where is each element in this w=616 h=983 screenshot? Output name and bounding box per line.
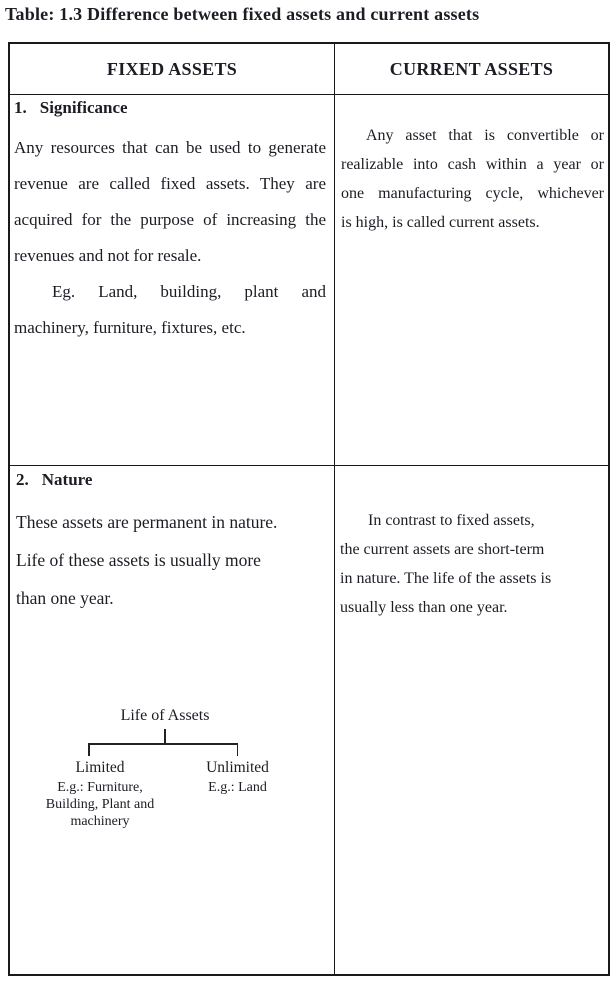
- current-significance-paragraph: [341, 121, 604, 237]
- text-line: revenue are called fixed assets. They are: [14, 174, 326, 193]
- fixed-significance-cell: [10, 95, 335, 466]
- text-line: the current assets are short-term: [340, 541, 545, 558]
- text-line: one manufacturing cycle, whichever: [341, 185, 604, 202]
- significance-heading-label: Significance: [39, 98, 128, 117]
- text-line: Life of these assets is usually more: [16, 550, 261, 570]
- nature-heading-number: 2.: [16, 470, 29, 489]
- text-line: machinery, furniture, fixtures, etc.: [14, 318, 246, 337]
- text-line: Any resources that can be used to generate: [14, 138, 326, 157]
- text-line: machinery: [70, 814, 130, 829]
- text-line: than one year.: [16, 588, 114, 608]
- assets-table: [8, 42, 610, 976]
- fixed-significance-paragraph-2: [14, 274, 326, 346]
- nature-heading: [16, 469, 326, 491]
- diagram-unlimited-node: [165, 759, 310, 796]
- fixed-nature-paragraph: [16, 503, 326, 617]
- diagram-limited-node: [15, 759, 185, 830]
- tree-right-tick-line: [237, 743, 239, 756]
- diagram-limited-example: [15, 779, 185, 830]
- fixed-significance-paragraph-1: [14, 130, 326, 274]
- header-current-assets-label: CURRENT ASSETS: [389, 58, 554, 79]
- nature-heading-label: Nature: [41, 470, 93, 489]
- text-line: These assets are permanent in nature.: [16, 512, 278, 532]
- header-fixed-assets-cell: [10, 44, 335, 95]
- current-nature-cell: [335, 466, 608, 974]
- tree-stem-line: [164, 729, 166, 743]
- text-line: realizable into cash within a year or: [341, 156, 604, 173]
- diagram-limited-label: Limited: [75, 759, 125, 776]
- header-current-assets-cell: [335, 44, 608, 95]
- life-of-assets-diagram: [10, 703, 334, 853]
- diagram-unlimited-example: [165, 779, 310, 796]
- significance-heading-number: 1.: [14, 98, 27, 117]
- text-line: In contrast to fixed assets,: [368, 512, 535, 529]
- page-title: Table: 1.3 Difference between fixed assets and current assets: [5, 4, 480, 24]
- text-line: revenues and not for resale.: [14, 246, 202, 265]
- diagram-unlimited-label: Unlimited: [206, 759, 269, 776]
- text-line: in nature. The life of the assets is: [340, 570, 552, 587]
- current-nature-paragraph: [340, 506, 604, 622]
- text-line: E.g.: Land: [208, 780, 267, 795]
- fixed-nature-cell: [10, 466, 335, 974]
- text-line: Any asset that is convertible or: [366, 127, 604, 144]
- text-line: E.g.: Furniture,: [57, 780, 143, 795]
- significance-heading: [14, 97, 326, 119]
- text-line: usually less than one year.: [340, 599, 508, 616]
- text-line: is high, is called current assets.: [341, 214, 540, 231]
- text-line: acquired for the purpose of increasing the: [14, 210, 326, 229]
- current-significance-cell: [335, 95, 608, 466]
- tree-left-tick-line: [88, 743, 90, 756]
- header-fixed-assets-label: FIXED ASSETS: [106, 58, 238, 79]
- diagram-root-label: Life of Assets: [120, 707, 210, 724]
- tree-branch-bar-line: [88, 743, 238, 745]
- text-line: Building, Plant and: [45, 797, 155, 812]
- text-line: Eg. Land, building, plant and: [52, 282, 326, 301]
